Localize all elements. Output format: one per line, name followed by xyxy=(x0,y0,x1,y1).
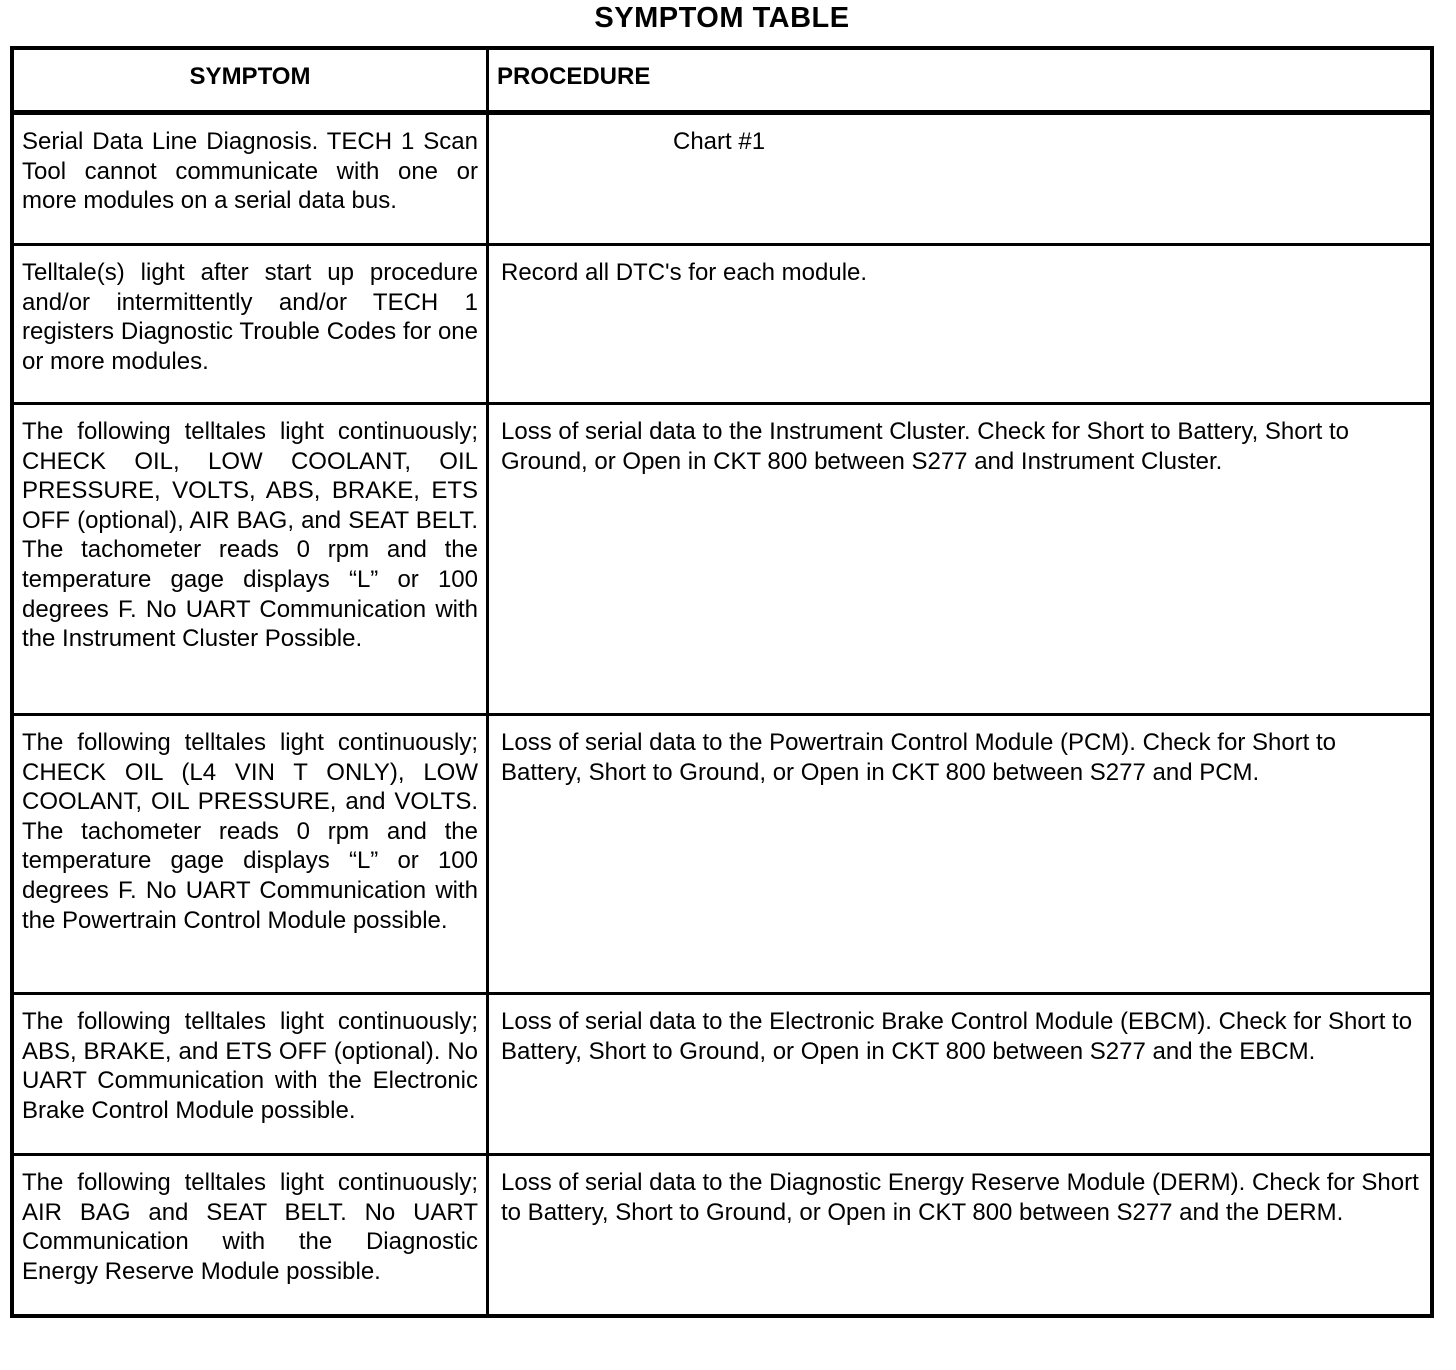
procedure-cell: Loss of serial data to the Powertrain Control Module (PCM). Check for Short to Battery, Short to Ground, or Open in CKT 800 between S277 and PCM. xyxy=(488,715,1433,994)
procedure-cell: Record all DTC's for each module. xyxy=(488,245,1433,404)
procedure-column-header: PROCEDURE xyxy=(488,48,1433,113)
symptom-cell: The following telltales light continuously; CHECK OIL, LOW COOLANT, OIL PRESSURE, VOLTS, ABS, BRAKE, ETS OFF (optional), AIR BAG, and SEAT BELT. The tachometer reads 0 rpm and the temperature gage displays “L” or 100 degrees F. No UART Communication with the Instrument Cluster Possible. xyxy=(12,404,488,715)
procedure-cell: Loss of serial data to the Electronic Brake Control Module (EBCM). Check for Short to Battery, Short to Ground, or Open in CKT 800 between S277 and the EBCM. xyxy=(488,994,1433,1155)
table-row xyxy=(12,1155,1432,1317)
table-row xyxy=(12,404,1432,715)
symptom-column-header: SYMPTOM xyxy=(12,48,488,113)
symptom-table xyxy=(10,46,1434,1318)
table-row xyxy=(12,715,1432,994)
symptom-cell: Serial Data Line Diagnosis. TECH 1 Scan Tool cannot communicate with one or more modules on a serial data bus. xyxy=(12,113,488,245)
procedure-cell: Loss of serial data to the Diagnostic Energy Reserve Module (DERM). Check for Short to Battery, Short to Ground, or Open in CKT 800 between S277 and the DERM. xyxy=(488,1155,1433,1317)
symptom-cell: The following telltales light continuously; CHECK OIL (L4 VIN T ONLY), LOW COOLANT, OIL PRESSURE, and VOLTS. The tachometer reads 0 rpm and the temperature gage displays “L” or 100 degrees F. No UART Communication with the Powertrain Control Module possible. xyxy=(12,715,488,994)
table-row xyxy=(12,113,1432,245)
symptom-cell: The following telltales light continuously; AIR BAG and SEAT BELT. No UART Communication with the Diagnostic Energy Reserve Module possible. xyxy=(12,1155,488,1317)
table-header-row xyxy=(12,48,1432,113)
symptom-cell: Telltale(s) light after start up procedure and/or intermittently and/or TECH 1 registers Diagnostic Trouble Codes for one or more modules. xyxy=(12,245,488,404)
page-title: SYMPTOM TABLE xyxy=(594,2,850,34)
procedure-cell: Loss of serial data to the Instrument Cluster. Check for Short to Battery, Short to Ground, or Open in CKT 800 between S277 and Instrument Cluster. xyxy=(488,404,1433,715)
symptom-cell: The following telltales light continuously; ABS, BRAKE, and ETS OFF (optional). No UART Communication with the Electronic Brake Control Module possible. xyxy=(12,994,488,1155)
table-row xyxy=(12,245,1432,404)
table-row xyxy=(12,994,1432,1155)
procedure-cell: Chart #1 xyxy=(488,113,1433,245)
